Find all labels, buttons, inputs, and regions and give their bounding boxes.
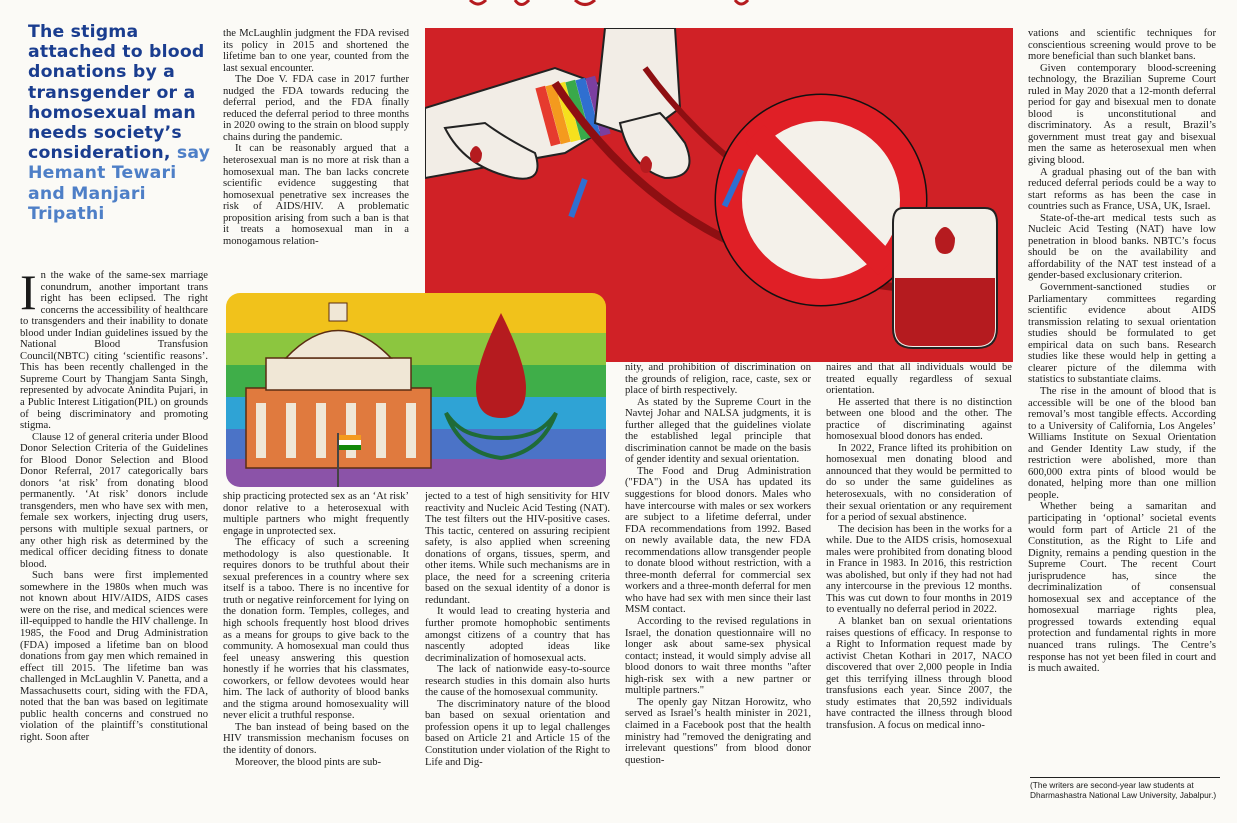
paragraph: the McLaughlin judgment the FDA revised its policy in 2015 and shortened the lifetime ban to one year, counted from the last sexual encounter. — [223, 28, 409, 74]
paragraph: State-of-the-art medical tests such as Nucleic Acid Testing (NAT) have low penetration in blood banks. NBTC’s focus should be on the availability and affordability of the NAT test instead of a gender-based exclusionary criterion. — [1028, 212, 1216, 282]
paragraph: It can be reasonably argued that a heterosexual man is no more at risk than a homosexual man. The ban lacks concrete scientific evidence suggesting that homosexual penetrative sex increases the risk of AIDS/HIV. A problematic proposition arising from such a ban is that it treats a homosexual man in a monogamous relation- — [223, 143, 409, 247]
paragraph: vations and scientific techniques for conscientious screening would prove to be more beneficial than such blanket bans. — [1028, 28, 1216, 63]
paragraph: jected to a test of high sensitivity for HIV reactivity and Nucleic Acid Testing (NAT). The test filters out the HIV-positive cases. This tactic, centered on assuring recipient safety, is also applied when screening donations of organs, tissues, sperm, and other items. While such mechanisms are in place, the need for a screening criteria based on the sexual identity of a donor is redundant. — [425, 491, 610, 606]
paragraph: Government-sanctioned studies or Parliamentary committees regarding scientific evidence about AIDS transmission relating to sexual orientation studies should be formulated to get empirical data on such bans. Research studies like these would help in getting a clearer picture of the dilemma with statistics to substantiate claims. — [1028, 282, 1216, 386]
headline — [28, 22, 214, 224]
paragraph: Clause 12 of general criteria under Blood Donor Selection Criteria of the Guidelines for Blood Donor Selection and Blood Donor Referral, 2017 categorically bars donors ‘at risk’ from donating blood permanently. ‘At risk’ donors include transgenders, men who have sex with men, female sex workers, injecting drug users, persons with multiple sexual partners, or any other high risk as determined by the medical officer deciding fitness to donate blood. — [20, 431, 208, 570]
paragraph: A blanket ban on sexual orientations raises questions of efficacy. In response to a Right to Information request made by activist Chetan Kothari in 2017, NACO discovered that over 2,000 people in India get this terrifying illness through blood transfusions each year. Since 2007, the study estimates that 20,592 individuals have contracted the illness through blood transfusion. A focus on medical inno- — [826, 616, 1012, 731]
paragraph: As stated by the Supreme Court in the Navtej Johar and NALSA judgments, it is further alleged that the guidelines violate the established legal principle that discrimination cannot be made on the basis of gender identity and sexual orientation. — [625, 396, 811, 466]
paragraph: In 2022, France lifted its prohibition on homosexual men donating blood and announced that they would be permitted to do so under the same guidelines as heterosexuals, with no consideration of their sexual orientation or any requirement for a period of sexual abstinence. — [826, 442, 1012, 524]
paragraph: The Doe V. FDA case in 2017 further nudged the FDA towards reducing the deferral period, and the FDA finally reduced the deferral period to three months in 2020 owing to the strain on blood supply chains during the pandemic. — [223, 74, 409, 143]
paragraph: The openly gay Nitzan Horowitz, who served as Israel’s health minister in 2021, claimed in a Facebook post that the health ministry had "removed the denigrating and irrelevant questions" from blood donor question- — [625, 696, 811, 766]
paragraph: The discriminatory nature of the blood ban based on sexual orientation and profession opens it up to legal challenges based on Article 21 and Article 15 of the Constitution under violation of the Right to Life and Dig- — [425, 698, 610, 768]
author-credit: (The writers are second-year law students at Dharmashastra National Law University, Jabalpur.) — [1030, 777, 1220, 801]
paragraph: According to the revised regulations in Israel, the donation questionnaire will no longer ask about same-sex physical contact; instead, it would simply advise all blood donors to wait three months "after high-risk sex with a new partner or multiple partners." — [625, 616, 811, 697]
paragraph: The Food and Drug Administration ("FDA") in the USA has updated its suggestions for blood donors. Males who have intercourse with males or sex workers are subject to a lifetime deferral, under FDA recommendations from 1992. Based on newly available data, the new FDA recommendations allow transgender people to donate blood without restriction, with a three-month deferral for commercial sex workers and a three-month deferral for men who have had sex with men since their last MSM contact. — [625, 465, 811, 616]
paragraph: nity, and prohibition of discrimination on the grounds of religion, race, caste, sex or place of birth respectively. — [625, 362, 811, 397]
paragraph: Whether being a samaritan and participating in ‘optional’ societal events would form part of Article 21 of the Constitution, as the Right to Life and Dignity, remains a pending question in the Supreme Court. The recent Court jurisprudence has, since the decriminalization of consensual homosexual sex and acceptance of the homosexual marriage rights plea, progressed towards extending equal protection and fundamental rights in more nuanced trans rulings. The Centre’s response has not yet been filed in court and is much awaited. — [1028, 501, 1216, 675]
article-column-2-top — [223, 28, 409, 280]
headline-title: The stigma attached to blood donations by a transgender or a homosexual man needs society’s consideration, — [28, 22, 205, 164]
supreme-court-illustration — [226, 293, 606, 487]
headline-byline: say Hemant Tewari and Manjari Tripathi — [28, 143, 211, 224]
paragraph: Such bans were first implemented somewhere in the 1980s when much was not known about HIV/AIDS, AIDS cases were on the rise, and medical sciences were ill-equipped to handle the HIV challenge. In 1985, the Food and Drug Administration (FDA) imposed a lifetime ban on blood donations from gay men which remained in effect till 2015. The lifetime ban was challenged in McLaughlin V. Panetta, and a Massachusetts court, siding with the FDA, noted that the ban was based on legitimate public health concerns and construed no violation of the plaintiff’s constitutional right. Soon after — [20, 570, 208, 743]
article-column-6 — [1028, 28, 1216, 772]
article-column-3 — [425, 491, 610, 811]
paragraph: It would lead to creating hysteria and further promote homophobic sentiments amongst citizens of a country that has nascently adopted ideas like decriminalization of homosexual acts. — [425, 606, 610, 664]
article-column-2-bottom — [223, 491, 409, 811]
paragraph: The ban instead of being based on the HIV transmission mechanism focuses on the identity of donors. — [223, 721, 409, 757]
paragraph: Moreover, the blood pints are sub- — [235, 756, 382, 768]
paragraph: n the wake of the same-sex marriage conundrum, another important trans right has been eclipsed. The right concerns the accessibility of healthcare to transgenders and their inability to donate blood under Indian guidelines issued by the National Blood Transfusion Council(NBTC) citing ‘scientific reasons’. This has been recently challenged in the Supreme Court by Thangjam Santa Singh, represented by advocate Anindita Pujari, in a Public Interest Litigation(PIL) on grounds of being discriminatory and promoting stigma. — [20, 270, 208, 432]
paragraph: naires and that all individuals would be treated equally regardless of sexual orientation. — [826, 362, 1012, 397]
paragraph: Given contemporary blood-screening technology, the Brazilian Supreme Court ruled in May 2020 that a 12-month deferral period for gay and bisexual men to donate blood is unconstitutional and discriminatory. As a result, Brazil’s government must treat gay and bisexual men the same as heterosexual men when giving blood. — [1028, 62, 1216, 167]
top-title-remnant — [215, 0, 1015, 10]
paragraph: The decision has been in the works for a while. Due to the AIDS crisis, homosexual males were prohibited from donating blood in France in 1983. In 2016, this restriction was abolished, but only if they had not had any intercourse in the previous 12 months. This was cut down to four months in 2019 to eventually no deferral period in 2022. — [826, 523, 1012, 616]
article-column-1 — [20, 270, 208, 810]
article-column-4 — [625, 362, 811, 811]
paragraph: The lack of nationwide easy-to-source research studies in this domain also hurts the cause of the homosexual community. — [425, 664, 610, 699]
paragraph: He asserted that there is no distinction between one blood and the other. The practice of discriminating against homosexual blood donors has ended. — [826, 396, 1012, 443]
paragraph: The efficacy of such a screening methodology is also questionable. It requires donors to be truthful about their sexual preferences in a country where sex itself is a taboo. There is no incentive for truth or negative reinforcement for lying on the donation form. Temples, colleges, and high schools frequently host blood drives as a means for groups to give back to the community. A homosexual man could thus feel uneasy answering this question honestly if he worries that his classmates, coworkers, or fellow devotees would hear him. The lack of authority of blood banks and the stigma around homosexuality will never elicit a truthful response. — [223, 537, 409, 722]
article-column-5 — [826, 362, 1012, 811]
paragraph: ship practicing protected sex as an ‘At risk’ donor relative to a heterosexual with multiple partners who might frequently engage in unprotected sex. — [223, 491, 409, 537]
paragraph: A gradual phasing out of the ban with reduced deferral periods could be a way to start reforms as has been the case in countries such as France, USA, UK, Israel. — [1028, 166, 1216, 213]
blood-bag-icon — [893, 208, 997, 348]
paragraph: The rise in the amount of blood that is accessible will be one of the blood ban removal’s most tangible effects. According to a University of California, Los Angeles’ Williams Institute on Sexual Orientation and Gender Identity Law study, if the restriction were abolished, more than 600,000 extra pints of blood would be donated, helping more than one million people. — [1028, 385, 1216, 501]
drop-cap: I — [20, 270, 37, 320]
